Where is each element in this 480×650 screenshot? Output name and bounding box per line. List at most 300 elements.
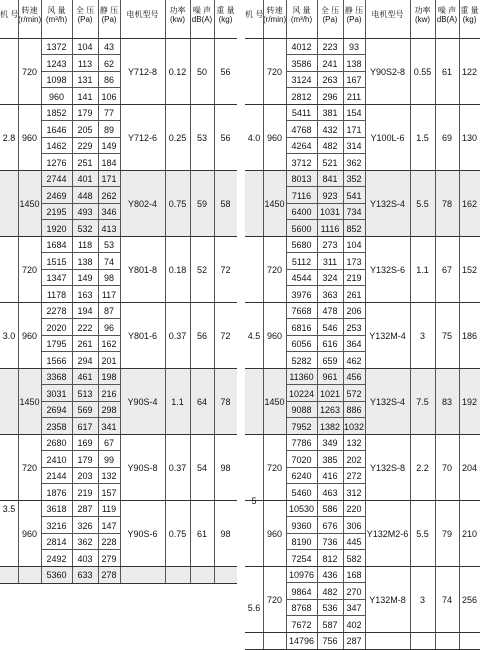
total-pressure-cell: 324 (322, 273, 338, 283)
total-pressure-cell: 251 (77, 157, 93, 168)
table-row (286, 221, 365, 237)
speed-cell: 960 (21, 330, 38, 341)
column-rule (365, 237, 366, 302)
airflow-cell: 3216 (46, 520, 67, 531)
motor-model-cell: Y712-8 (127, 66, 158, 77)
header-column-rule (18, 0, 19, 38)
column-rule (72, 501, 73, 566)
column-rule (18, 39, 19, 104)
speed-cell: 1450 (19, 396, 40, 407)
table-row (41, 567, 120, 583)
total-pressure-cell: 179 (77, 454, 93, 465)
static-pressure-cell: 184 (101, 157, 117, 168)
static-pressure-cell: 734 (346, 207, 362, 217)
speed-block (245, 39, 480, 105)
column-rule (343, 171, 344, 236)
header-total-pressure-line: 全 压 (320, 6, 340, 15)
static-pressure-cell: 306 (346, 520, 362, 531)
table-row (286, 419, 365, 435)
static-pressure-cell: 43 (103, 42, 114, 52)
table-row (41, 105, 120, 121)
power-cell: 0.37 (168, 462, 187, 473)
static-pressure-cell: 77 (103, 108, 114, 118)
airflow-cell: 7952 (291, 421, 312, 432)
column-rule (317, 633, 318, 649)
static-pressure-cell: 852 (346, 223, 362, 234)
static-pressure-cell: 287 (346, 636, 362, 646)
noise-cell: 61 (441, 66, 452, 77)
header-static-pressure (98, 6, 120, 24)
table-row (286, 188, 365, 204)
header-model-no: 机 号 (245, 10, 264, 19)
total-pressure-cell: 756 (322, 636, 338, 646)
table-row (286, 336, 365, 352)
airflow-cell: 14796 (288, 636, 315, 646)
airflow-cell: 4768 (291, 124, 312, 135)
table-row (286, 270, 365, 286)
header-column-rule (343, 0, 344, 38)
total-pressure-cell: 261 (77, 339, 93, 349)
table-row (41, 386, 120, 402)
total-pressure-cell: 1116 (320, 223, 340, 234)
noise-cell: 59 (196, 198, 207, 209)
airflow-cell: 3586 (291, 58, 312, 69)
table-row (286, 303, 365, 319)
column-rule (365, 633, 366, 649)
airflow-cell: 9864 (291, 586, 312, 597)
total-pressure-cell: 118 (77, 240, 93, 250)
column-rule (190, 369, 191, 434)
column-rule (365, 369, 366, 434)
power-cell: 5.5 (416, 198, 429, 209)
noise-cell: 50 (196, 66, 207, 77)
column-rule (263, 633, 264, 649)
header-column-rule (72, 0, 73, 38)
speed-cell (263, 633, 286, 649)
weight-cell: 186 (461, 330, 478, 341)
total-pressure-cell: 385 (322, 454, 338, 465)
column-rule (41, 567, 42, 583)
header-column-rule (410, 0, 411, 38)
column-rule (98, 303, 99, 368)
airflow-cell: 2814 (46, 537, 67, 547)
column-rule (435, 369, 436, 434)
column-rule (18, 171, 19, 236)
static-pressure-cell: 147 (101, 520, 117, 531)
table-row (286, 534, 365, 550)
table-row (41, 221, 120, 237)
noise-cell: 75 (441, 330, 452, 341)
total-pressure-cell: 461 (77, 372, 93, 382)
column-rule (72, 171, 73, 236)
airflow-cell: 960 (48, 91, 65, 102)
airflow-cell: 5680 (291, 240, 312, 250)
column-rule (18, 237, 19, 302)
header-airflow-line: 风 量 (47, 6, 66, 15)
header-total-pressure-line: 全 压 (75, 6, 95, 15)
motor-model-cell: Y132S-4 (369, 396, 406, 407)
total-pressure-cell: 194 (77, 306, 93, 316)
motor-model-cell: Y132M-8 (369, 594, 406, 605)
static-pressure-cell: 572 (346, 388, 362, 399)
total-pressure-cell: 138 (77, 256, 93, 267)
airflow-cell: 3031 (46, 388, 67, 399)
noise-cell: 53 (196, 132, 207, 143)
header-column-rule (120, 0, 121, 38)
airflow-cell: 5360 (46, 570, 67, 580)
header-total-pressure-line: (Pa) (322, 15, 338, 24)
airflow-cell: 2492 (46, 553, 67, 564)
static-pressure-cell: 202 (346, 454, 362, 465)
model-no-cell: 4.0 (245, 39, 263, 237)
speed-cell: 720 (21, 264, 38, 275)
column-rule (214, 501, 215, 566)
static-pressure-cell: 89 (103, 124, 114, 135)
airflow-cell: 9360 (291, 520, 312, 531)
motor-model-cell: Y132S-6 (369, 264, 406, 275)
total-pressure-cell: 326 (77, 520, 93, 531)
weight-cell: 72 (220, 264, 231, 275)
column-rule (190, 303, 191, 368)
header-power (410, 6, 435, 24)
power-cell: 3 (419, 330, 425, 341)
total-pressure-cell: 482 (322, 141, 338, 151)
total-pressure-cell: 163 (77, 289, 93, 300)
total-pressure-cell: 141 (77, 91, 93, 102)
airflow-cell: 4012 (291, 42, 312, 52)
column-rule (120, 39, 121, 104)
total-pressure-cell: 149 (77, 273, 93, 283)
column-rule (317, 105, 318, 170)
table-row (286, 105, 365, 121)
motor-model-cell (120, 567, 165, 583)
total-pressure-cell: 131 (77, 75, 93, 85)
airflow-cell: 5282 (291, 355, 312, 366)
speed-cell: 720 (21, 66, 38, 77)
column-rule (18, 369, 19, 434)
table-row (286, 353, 365, 369)
column-rule (18, 303, 19, 368)
weight-cell: 204 (461, 462, 478, 473)
static-pressure-cell: 138 (346, 58, 362, 69)
weight-cell (214, 567, 237, 583)
power-cell: 0.75 (168, 198, 187, 209)
airflow-cell: 7672 (291, 619, 312, 630)
header-weight (214, 6, 237, 24)
column-rule (343, 105, 344, 170)
weight-cell: 72 (220, 330, 231, 341)
static-pressure-cell: 352 (346, 174, 362, 184)
table-row (286, 402, 365, 418)
noise-cell: 70 (441, 462, 452, 473)
column-rule (365, 39, 366, 104)
total-pressure-cell: 222 (77, 322, 93, 333)
static-pressure-cell: 219 (346, 273, 362, 283)
total-pressure-cell: 478 (322, 306, 338, 316)
header-weight (459, 6, 480, 24)
column-rule (263, 39, 264, 104)
column-rule (365, 105, 366, 170)
noise-cell: 64 (196, 396, 207, 407)
noise-cell (435, 633, 459, 649)
airflow-cell: 3368 (46, 372, 67, 382)
total-pressure-cell: 736 (322, 537, 338, 547)
total-pressure-cell: 205 (77, 124, 93, 135)
static-pressure-cell: 96 (103, 322, 114, 333)
header-speed (263, 6, 286, 24)
column-rule (190, 39, 191, 104)
total-pressure-cell: 463 (322, 487, 338, 498)
table-row (286, 39, 365, 55)
static-pressure-cell: 362 (346, 157, 362, 168)
column-rule (435, 633, 436, 649)
motor-model-cell: Y90S-8 (127, 462, 158, 473)
weight-cell: 78 (220, 396, 231, 407)
weight-cell: 162 (461, 198, 478, 209)
power-cell (410, 633, 435, 649)
column-rule (410, 303, 411, 368)
static-pressure-cell: 206 (346, 306, 362, 316)
column-rule (72, 237, 73, 302)
left-table-header (0, 0, 237, 39)
column-rule (214, 237, 215, 302)
speed-block (0, 171, 237, 237)
column-rule (365, 171, 366, 236)
total-pressure-cell: 448 (77, 190, 93, 201)
column-rule (72, 105, 73, 170)
power-cell: 3 (419, 594, 425, 605)
table-row (286, 551, 365, 567)
column-rule (214, 105, 215, 170)
table-row (286, 435, 365, 451)
airflow-cell: 1347 (46, 273, 67, 283)
table-row (41, 419, 120, 435)
total-pressure-cell: 223 (322, 42, 338, 52)
column-rule (410, 567, 411, 632)
column-rule (41, 303, 42, 368)
noise-cell: 78 (441, 198, 452, 209)
model-no-cell: 4.5 (245, 237, 263, 435)
column-rule (41, 171, 42, 236)
airflow-cell: 5600 (291, 223, 312, 234)
column-rule (120, 369, 121, 434)
motor-model-cell: Y90S-4 (127, 396, 158, 407)
header-static-pressure-line: (Pa) (346, 15, 362, 24)
table-row (41, 518, 120, 534)
table-row (286, 584, 365, 600)
column-rule (317, 567, 318, 632)
column-rule (410, 39, 411, 104)
airflow-cell: 1566 (46, 355, 67, 366)
column-rule (263, 237, 264, 302)
column-rule (190, 567, 191, 583)
header-power (165, 6, 190, 24)
column-rule (120, 435, 121, 500)
table-row (41, 122, 120, 138)
column-rule (410, 435, 411, 500)
static-pressure-cell: 456 (346, 372, 362, 382)
table-row (41, 369, 120, 385)
power-cell: 0.18 (168, 264, 187, 275)
motor-model-cell: Y132M-4 (369, 330, 406, 341)
table-row (41, 270, 120, 286)
table-row (41, 188, 120, 204)
speed-block (245, 501, 480, 567)
airflow-cell: 6056 (291, 339, 312, 349)
column-rule (317, 39, 318, 104)
column-rule (41, 369, 42, 434)
airflow-cell: 1098 (46, 75, 67, 85)
speed-cell: 720 (21, 462, 38, 473)
column-rule (286, 303, 287, 368)
static-pressure-cell: 261 (346, 289, 362, 300)
static-pressure-cell: 279 (101, 553, 117, 564)
table-row (41, 171, 120, 187)
total-pressure-cell: 569 (77, 405, 93, 415)
weight-cell: 152 (461, 264, 478, 275)
static-pressure-cell: 106 (101, 91, 117, 102)
header-power-line: (kw) (169, 15, 186, 24)
header-speed-line: 转速 (266, 6, 283, 15)
table-row (286, 501, 365, 517)
table-row (41, 501, 120, 517)
column-rule (165, 171, 166, 236)
static-pressure-cell: 117 (101, 289, 117, 300)
speed-cell (18, 567, 41, 583)
column-rule (214, 435, 215, 500)
motor-model-cell: Y801-6 (127, 330, 158, 341)
airflow-cell: 10530 (288, 504, 315, 514)
airflow-cell: 7668 (291, 306, 312, 316)
static-pressure-cell: 364 (346, 339, 362, 349)
table-row (286, 89, 365, 105)
column-rule (72, 435, 73, 500)
column-rule (343, 633, 344, 649)
total-pressure-cell: 633 (77, 570, 93, 580)
column-rule (98, 39, 99, 104)
speed-cell: 1450 (19, 198, 40, 209)
column-rule (317, 303, 318, 368)
header-weight-line: (kg) (218, 15, 233, 24)
speed-block (0, 105, 237, 171)
header-static-pressure-line: 静 压 (99, 6, 119, 15)
header-column-rule (98, 0, 99, 38)
static-pressure-cell: 298 (101, 405, 117, 415)
column-rule (41, 105, 42, 170)
column-rule (317, 369, 318, 434)
column-rule (459, 633, 460, 649)
column-rule (41, 39, 42, 104)
table-row (41, 72, 120, 88)
noise-cell: 54 (196, 462, 207, 473)
static-pressure-cell: 211 (346, 91, 362, 102)
airflow-cell: 8013 (291, 174, 312, 184)
column-rule (214, 303, 215, 368)
header-column-rule (165, 0, 166, 38)
total-pressure-cell: 1263 (319, 405, 341, 415)
column-rule (263, 369, 264, 434)
column-rule (459, 435, 460, 500)
column-rule (343, 369, 344, 434)
static-pressure-cell: 312 (346, 487, 362, 498)
motor-model-cell: Y132S-4 (369, 198, 406, 209)
column-rule (435, 501, 436, 566)
airflow-cell: 1684 (46, 240, 67, 250)
table-row (41, 237, 120, 253)
header-motor-model: 电机型号 (371, 10, 404, 19)
total-pressure-cell: 416 (322, 471, 338, 481)
airflow-cell: 3976 (291, 289, 312, 300)
airflow-cell: 1276 (46, 157, 67, 168)
airflow-cell: 9088 (291, 405, 312, 415)
table-row (41, 204, 120, 220)
header-model-no: 机 号 (0, 10, 19, 19)
model-no-cell: 2.8 (0, 39, 18, 237)
column-rule (343, 567, 344, 632)
static-pressure-cell: 402 (346, 619, 362, 630)
table-row (41, 534, 120, 550)
noise-cell: 83 (441, 396, 452, 407)
airflow-cell: 8190 (291, 537, 312, 547)
motor-model-cell: Y801-8 (127, 264, 158, 275)
table-row (41, 402, 120, 418)
left-performance-table (0, 0, 237, 580)
column-rule (263, 105, 264, 170)
column-rule (41, 435, 42, 500)
column-rule (286, 567, 287, 632)
speed-cell: 960 (21, 132, 38, 143)
airflow-cell: 10224 (288, 388, 315, 399)
table-row (286, 287, 365, 303)
speed-block (245, 369, 480, 435)
motor-model-cell: Y132S-8 (369, 462, 406, 473)
total-pressure-cell: 241 (322, 58, 338, 69)
speed-cell: 720 (266, 66, 283, 77)
table-row (286, 485, 365, 501)
speed-block (245, 105, 480, 171)
column-rule (120, 501, 121, 566)
column-rule (263, 501, 264, 566)
column-rule (72, 39, 73, 104)
column-rule (98, 369, 99, 434)
static-pressure-cell: 314 (346, 141, 362, 151)
speed-block (0, 369, 237, 435)
header-airflow-line: (m³/h) (290, 15, 313, 24)
noise-cell (190, 567, 214, 583)
static-pressure-cell: 119 (101, 504, 117, 514)
airflow-cell: 11360 (289, 372, 314, 382)
total-pressure-cell: 436 (322, 570, 338, 580)
column-rule (190, 171, 191, 236)
total-pressure-cell: 287 (77, 504, 93, 514)
column-rule (317, 171, 318, 236)
column-rule (435, 435, 436, 500)
weight-cell: 56 (220, 132, 231, 143)
total-pressure-cell: 586 (322, 504, 338, 514)
column-rule (190, 237, 191, 302)
total-pressure-cell: 362 (77, 537, 93, 547)
power-cell: 1.5 (416, 132, 429, 143)
header-column-rule (459, 0, 460, 38)
table-row (286, 204, 365, 220)
column-rule (263, 171, 264, 236)
speed-cell: 720 (266, 264, 283, 275)
static-pressure-cell: 278 (101, 570, 117, 580)
airflow-cell: 2680 (46, 438, 67, 448)
header-column-rule (190, 0, 191, 38)
speed-block (0, 237, 237, 303)
static-pressure-cell: 462 (346, 355, 362, 366)
